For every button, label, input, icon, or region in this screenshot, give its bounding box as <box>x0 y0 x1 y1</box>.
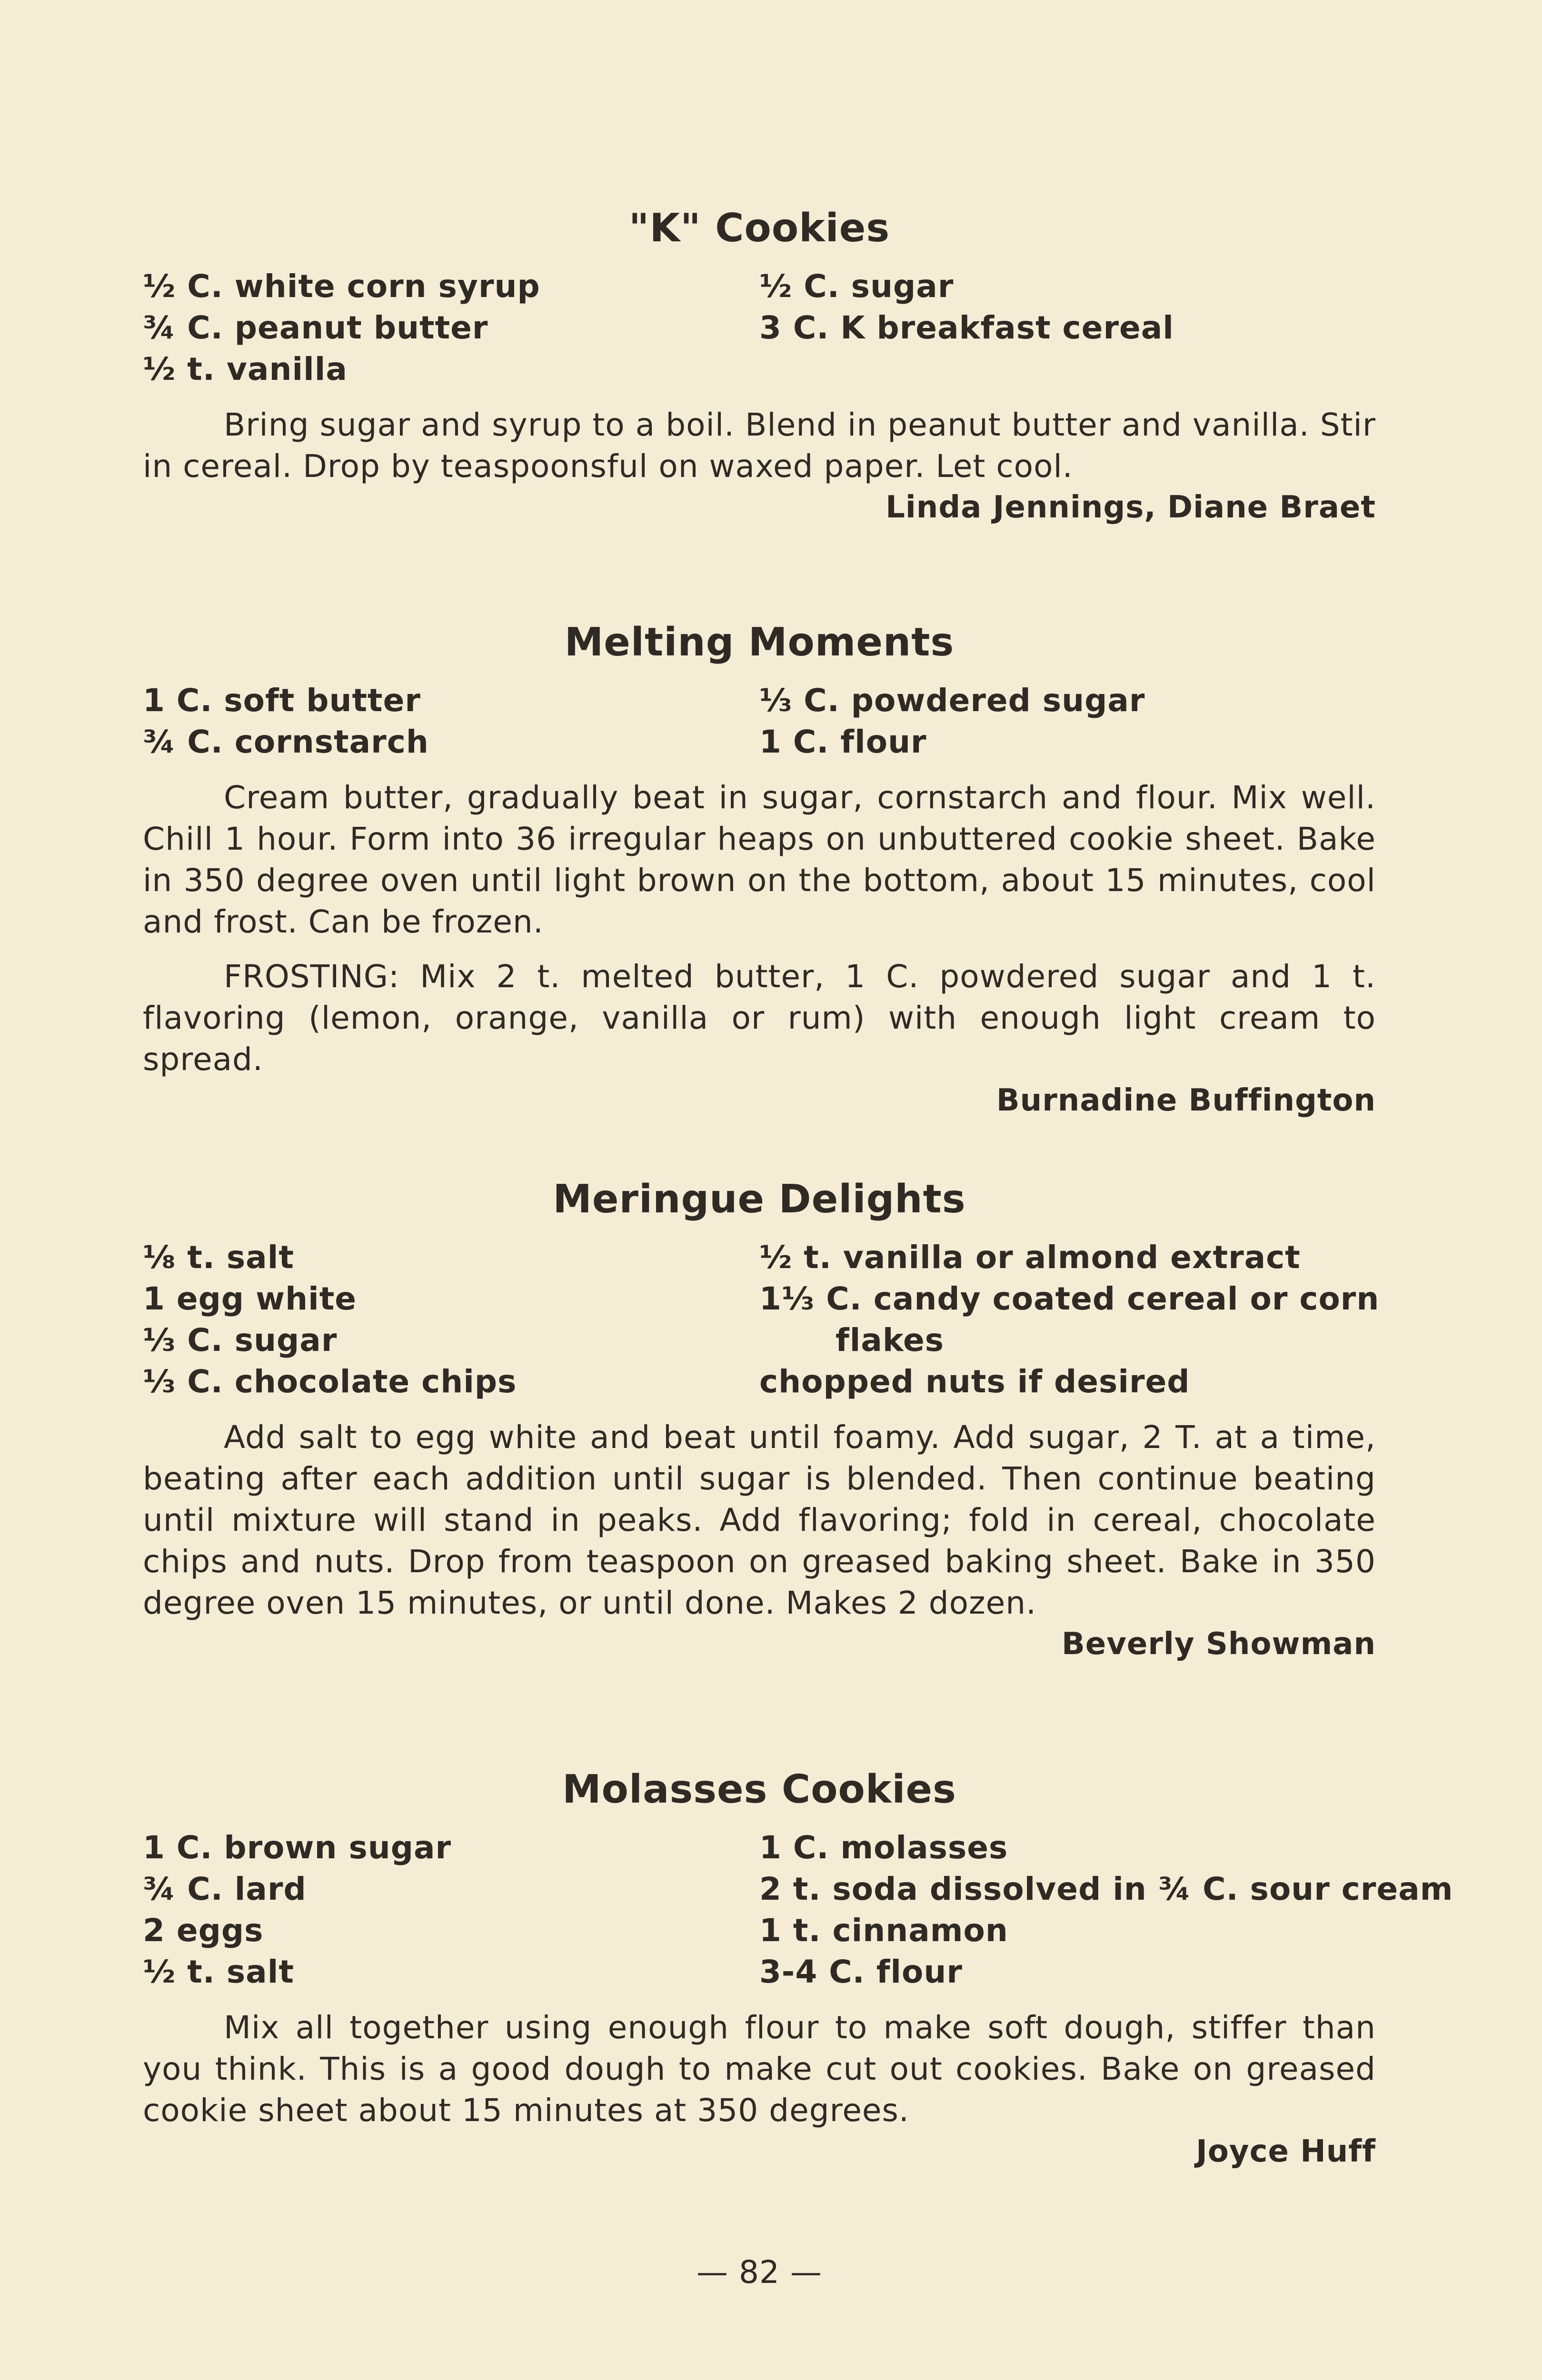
recipe-molasses-cookies <box>143 1766 1453 2172</box>
ingredient: 2 eggs <box>143 1912 264 1949</box>
recipe-author: Linda Jennings, Diane Braet <box>885 490 1376 525</box>
ingredient: 3 C. K breakfast cereal <box>759 309 1174 346</box>
ingredient: ½ t. salt <box>143 1954 294 1990</box>
ingredient: 3-4 C. flour <box>759 1954 963 1990</box>
instructions: Bring sugar and syrup to a boil. Blend in peanut butter and vanilla. Stir in cereal. Drop by teaspoonsful on waxed paper. Let cool. <box>143 407 1376 485</box>
ingredient: 1 C. soft butter <box>143 682 421 719</box>
ingredient-column-left <box>143 1237 759 1402</box>
recipe-title: Melting Moments <box>564 620 955 665</box>
recipe-author: Burnadine Buffington <box>996 1083 1376 1118</box>
instructions: Mix all together using enough flour to make soft dough, stiffer than you think. This is a good dough to make cut out cookies. Bake on greased cookie sheet about 15 minutes at 350 degrees. <box>143 2009 1376 2129</box>
page-number: — 82 — <box>696 2254 822 2291</box>
ingredient: 2 t. soda dissolved in ¾ C. sour cream <box>759 1871 1453 1907</box>
ingredient: chopped nuts if desired <box>759 1363 1190 1400</box>
ingredient: ¾ C. lard <box>143 1871 307 1907</box>
instructions: Add salt to egg white and beat until foamy. Add sugar, 2 T. at a time, beating after each addition until sugar is blended. Then continue beating until mixture will stand in peaks. Add flavoring; fold in cereal, chocolate chips and nuts. Drop from teaspoon on greased baking sheet. Bake in 350 degree oven 15 minutes, or until done. Makes 2 dozen. <box>143 1419 1376 1621</box>
ingredient: ½ t. vanilla <box>143 351 348 387</box>
ingredient-list <box>143 266 1376 390</box>
ingredient-column-right <box>759 1237 1380 1402</box>
instructions: Cream butter, gradually beat in sugar, cornstarch and flour. Mix well. Chill 1 hour. Form into 36 irregular heaps on unbuttered cookie sheet. Bake in 350 degree oven until light brown on the bottom, about 15 minutes, cool and frost. Can be frozen. <box>143 779 1376 940</box>
ingredient-column-right <box>759 1827 1453 1993</box>
ingredient: ¾ C. cornstarch <box>143 724 429 760</box>
ingredient-column-left <box>143 1827 759 1993</box>
recipe-title: Meringue Delights <box>553 1177 966 1222</box>
recipe-title: Molasses Cookies <box>562 1767 956 1812</box>
ingredient: 1⅓ C. candy coated cereal or corn <box>759 1280 1380 1317</box>
ingredient-continuation: flakes <box>836 1322 945 1359</box>
ingredient: ⅓ C. sugar <box>143 1322 338 1359</box>
ingredient: 1 C. brown sugar <box>143 1829 452 1866</box>
ingredient-column-left <box>143 680 759 763</box>
cookbook-page <box>143 181 1453 2380</box>
ingredient-column-left <box>143 266 759 390</box>
ingredient-column-right <box>759 266 1376 390</box>
ingredient: 1 C. flour <box>759 724 927 760</box>
frosting-instructions: FROSTING: Mix 2 t. melted butter, 1 C. powdered sugar and 1 t. flavoring (lemon, orange, vanilla or rum) with enough light cream to spread. <box>143 958 1376 1078</box>
ingredient: ⅛ t. salt <box>143 1239 294 1276</box>
ingredient-list <box>143 1827 1453 1993</box>
ingredient: ½ C. sugar <box>759 268 954 305</box>
recipe-meringue-delights <box>143 1176 1380 1665</box>
ingredient: 1 t. cinnamon <box>759 1912 1008 1949</box>
recipe-melting-moments <box>143 619 1376 1121</box>
ingredient: ⅓ C. powdered sugar <box>759 682 1145 719</box>
ingredient-column-right <box>759 680 1376 763</box>
recipe-title: "K" Cookies <box>628 206 890 251</box>
ingredient: ⅓ C. chocolate chips <box>143 1363 517 1400</box>
ingredient-list <box>143 680 1376 763</box>
recipe-author: Joyce Huff <box>1196 2134 1376 2169</box>
ingredient-list <box>143 1237 1380 1402</box>
ingredient: ½ C. white corn syrup <box>143 268 540 305</box>
ingredient: 1 egg white <box>143 1280 357 1317</box>
ingredient: 1 C. molasses <box>759 1829 1008 1866</box>
recipe-k-cookies <box>143 205 1376 528</box>
ingredient: ¾ C. peanut butter <box>143 309 488 346</box>
ingredient: ½ t. vanilla or almond extract <box>759 1239 1301 1276</box>
recipe-author: Beverly Showman <box>1062 1626 1376 1662</box>
